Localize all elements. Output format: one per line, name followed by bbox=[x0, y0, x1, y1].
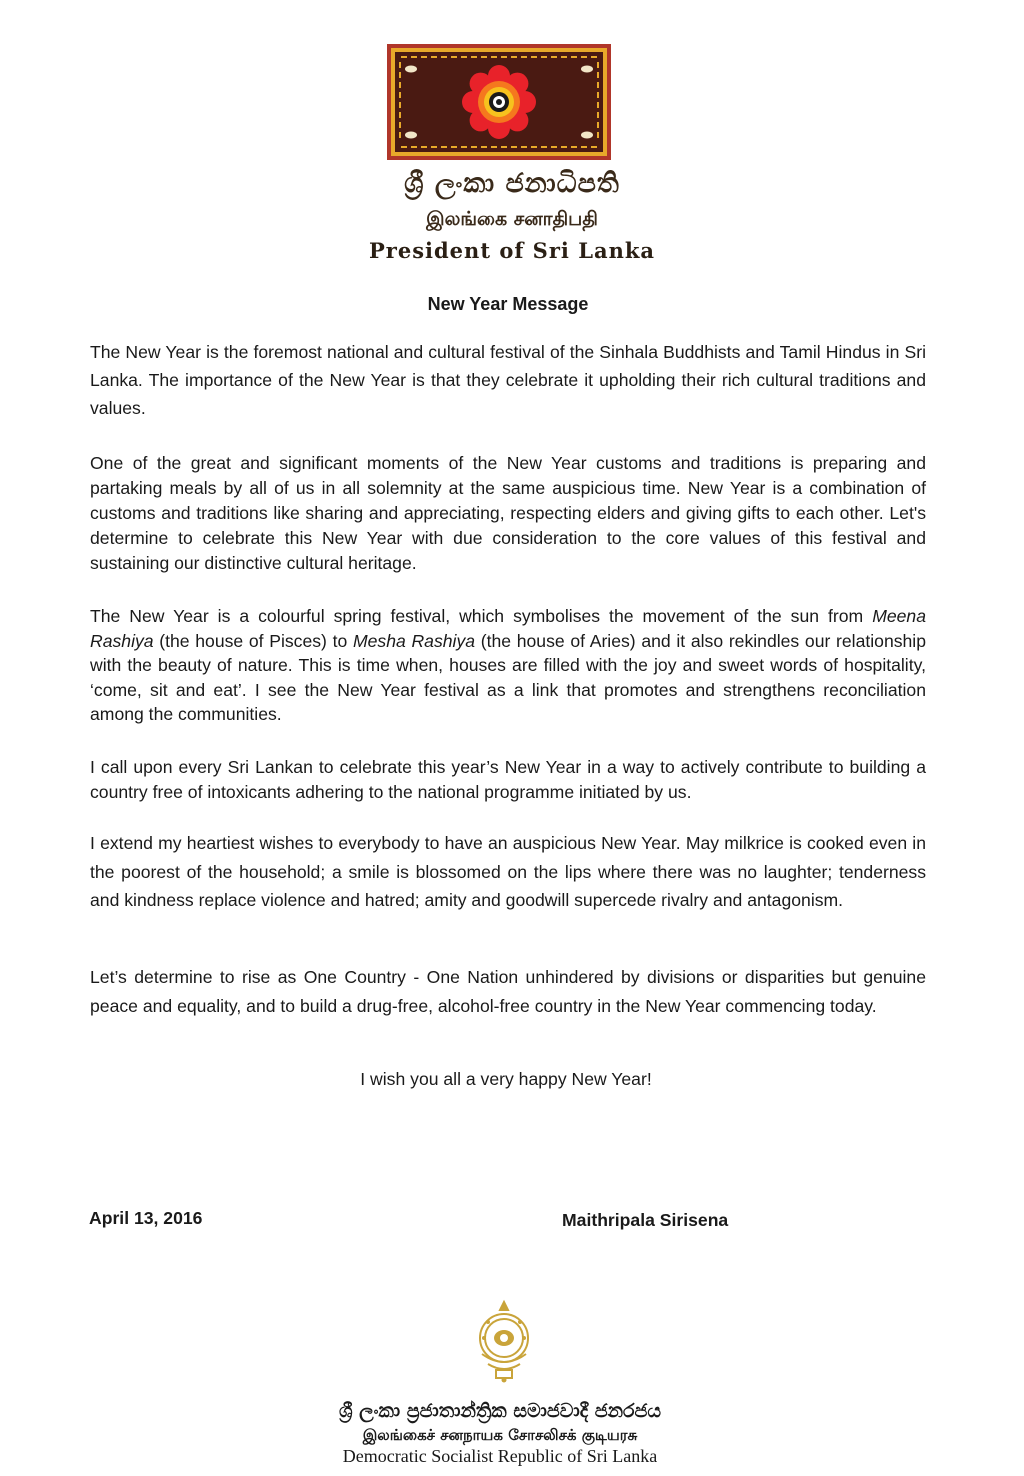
footer-english-name: Democratic Socialist Republic of Sri Lanka bbox=[342, 1446, 658, 1466]
header-english-title: President of Sri Lanka bbox=[368, 238, 655, 263]
paragraph-3-part-1: The New Year is a colourful spring festival, which symbolises the movement of the sun from bbox=[90, 606, 873, 626]
paragraph-3-part-2: (the house of Pisces) to bbox=[153, 630, 353, 651]
paragraph-4: I call upon every Sri Lankan to celebrate this year’s New Year in a way to actively contribute to building a country free of intoxicants adhering to the national programme initiated by us. bbox=[90, 757, 926, 802]
paragraph-1: The New Year is the foremost national and cultural festival of the Sinhala Buddhists and Tamil Hindus in Sri Lanka. The importance of the New Year is that they celebrate it upholding their rich cultural traditions and values. bbox=[90, 342, 926, 418]
paragraph-3-part-3: (the house of Aries) and it also rekindles our relationship with the beauty of nature. This is time when, houses are filled with the joy and sweet words of hospitality, ‘come, sit and eat’. I see the New Year festival as a link that promotes and strengthens reconciliation among the communities. bbox=[90, 630, 927, 724]
message-title: New Year Message bbox=[427, 294, 589, 314]
paragraph-3 bbox=[90, 604, 926, 727]
paragraph-5: I extend my heartiest wishes to everybody to have an auspicious New Year. May milkrice is cooked even in the poorest of the household; a smile is blossomed on the lips where there was no laughter; tenderness and kindness replace violence and hatred; amity and goodwill supercede rivalry and antagonism. bbox=[90, 833, 926, 910]
header-tamil-title: இலங்கை சனாதிபதி bbox=[426, 208, 598, 230]
paragraph-2: One of the great and significant moments of the New Year customs and traditions is preparing and partaking meals by all of us in all solemnity at the same auspicious time. New Year is a combination of customs and traditions like sharing and appreciating, respecting elders and giving gifts to each other. Let's determine to celebrate this New Year with due consideration to the core values of this festival and sustaining our distinctive cultural heritage. bbox=[90, 453, 926, 573]
signatory-name: Maithripala Sirisena bbox=[562, 1210, 729, 1230]
mesha-rashiya-term: Mesha Rashiya bbox=[352, 630, 476, 651]
header-sinhala-title: ශ්‍රී ලංකා ජනාධිපති bbox=[404, 168, 620, 199]
footer-tamil-name: இலங்கைச் சனநாயக சோசலிசக் குடியரசு bbox=[362, 1426, 638, 1444]
footer-sinhala-name: ශ්‍රී ලංකා ප්‍රජාතාන්ත්‍රික සමාජවාදී ජනරජය bbox=[338, 1400, 662, 1422]
letter-date: April 13, 2016 bbox=[89, 1208, 203, 1228]
meena-rashiya-term: Meena Rashiya bbox=[90, 606, 926, 651]
paragraph-6: Let’s determine to rise as One Country - One Nation unhindered by divisions or disparities but genuine peace and equality, and to build a drug-free, alcohol-free country in the New Year commencing today. bbox=[90, 967, 926, 1016]
national-emblem-crest-icon bbox=[474, 1298, 534, 1384]
closing-wish: I wish you all a very happy New Year! bbox=[360, 1069, 652, 1089]
presidential-flag-emblem bbox=[387, 44, 611, 160]
